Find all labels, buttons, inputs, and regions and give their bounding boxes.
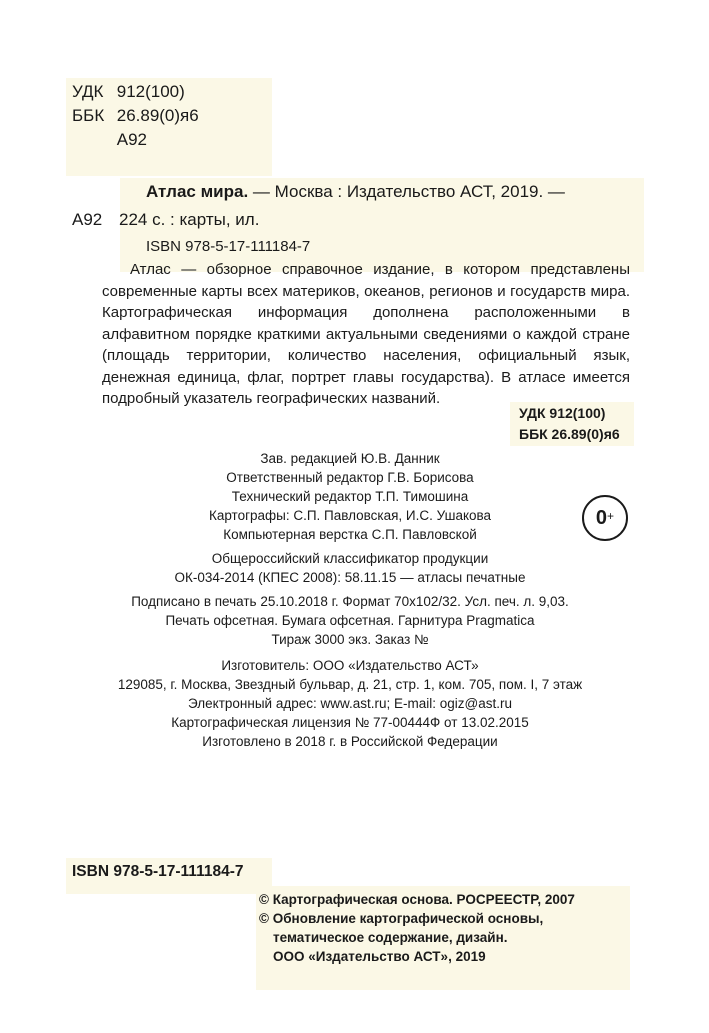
manufacturer-block <box>100 656 600 751</box>
classifier-block <box>100 549 600 587</box>
manufacturer-line: 129085, г. Москва, Звездный бульвар, д. 21, стр. 1, ком. 705, пом. I, 7 этаж <box>117 677 583 692</box>
manufacturer-line: Изготовлено в 2018 г. в Российской Федерации <box>202 734 498 749</box>
age-rating-value: 0 <box>595 507 608 529</box>
print-info-line: Тираж 3000 экз. Заказ № <box>271 632 429 647</box>
entry-extent: 224 с. : карты, ил. <box>119 210 260 229</box>
abstract-paragraph <box>102 259 630 410</box>
entry-title-line <box>146 180 565 204</box>
udk-line <box>72 80 199 104</box>
manufacturer-line: Электронный адрес: www.ast.ru; E-mail: ogiz@ast.ru <box>188 696 512 711</box>
abstract-text: Атлас — обзорное справочное издание, в котором представлены современные карты всех материков, океанов, регионов и государств мира. Картографическая информация дополнена расположенными в алфавитном порядке краткими актуальными сведениями о каждой стране (площадь территории, количество населения, официальный язык, денежная единица, флаг, портрет главы государства). В атласе имеется подробный указатель географических названий. <box>102 261 630 407</box>
credits-block <box>100 449 600 544</box>
author-mark-line <box>72 128 199 152</box>
credit-line: Технический редактор Т.П. Тимошина <box>231 489 469 504</box>
entry-isbn: ISBN 978-5-17-111184-7 <box>146 238 311 255</box>
classifier-line: Общероссийский классификатор продукции <box>211 551 489 566</box>
manufacturer-line: Изготовитель: ООО «Издательство АСТ» <box>221 658 479 673</box>
copyright-line: ООО «Издательство АСТ», 2019 <box>273 949 486 964</box>
author-mark: А92 <box>116 130 147 149</box>
credit-line: Картографы: С.П. Павловская, И.С. Ушакова <box>208 508 492 523</box>
classification-bbk: ББК 26.89(0)я6 <box>519 426 620 442</box>
age-rating-badge <box>582 495 628 541</box>
top-codes-block <box>72 80 199 152</box>
entry-mark: А92 <box>72 210 103 229</box>
bbk-line <box>72 104 199 128</box>
print-info-block <box>100 592 600 649</box>
manufacturer-line: Картографическая лицензия № 77-00444Ф от 13.02.2015 <box>171 715 529 730</box>
credit-line: Компьютерная верстка С.П. Павловской <box>223 527 477 542</box>
credit-line: Ответственный редактор Г.В. Борисова <box>226 470 474 485</box>
book-publication: — Москва : Издательство АСТ, 2019. — <box>248 182 565 201</box>
copyright-block <box>259 890 575 966</box>
copyright-line: © Картографическая основа. РОСРЕЕСТР, 2007 <box>259 892 575 907</box>
copyright-line: © Обновление картографической основы, <box>259 911 544 926</box>
udk-label: УДК <box>72 82 104 101</box>
copyright-line: тематическое содержание, дизайн. <box>273 930 508 945</box>
bbk-label: ББК <box>72 106 105 125</box>
classification-block <box>519 403 620 445</box>
print-info-line: Печать офсетная. Бумага офсетная. Гарнитура Pragmatica <box>165 613 535 628</box>
book-title: Атлас мира. <box>146 182 249 201</box>
print-info-line: Подписано в печать 25.10.2018 г. Формат 70х102/32. Усл. печ. л. 9,03. <box>131 594 569 609</box>
credit-line: Зав. редакцией Ю.В. Данник <box>260 451 440 466</box>
age-rating-plus: + <box>607 509 615 523</box>
udk-value: 912(100) <box>116 82 185 101</box>
classification-udk: УДК 912(100) <box>519 405 606 421</box>
bbk-value: 26.89(0)я6 <box>116 106 199 125</box>
isbn-bottom: ISBN 978-5-17-111184-7 <box>72 863 244 880</box>
classifier-line: ОК-034-2014 (КПЕС 2008): 58.11.15 — атласы печатные <box>174 570 526 585</box>
